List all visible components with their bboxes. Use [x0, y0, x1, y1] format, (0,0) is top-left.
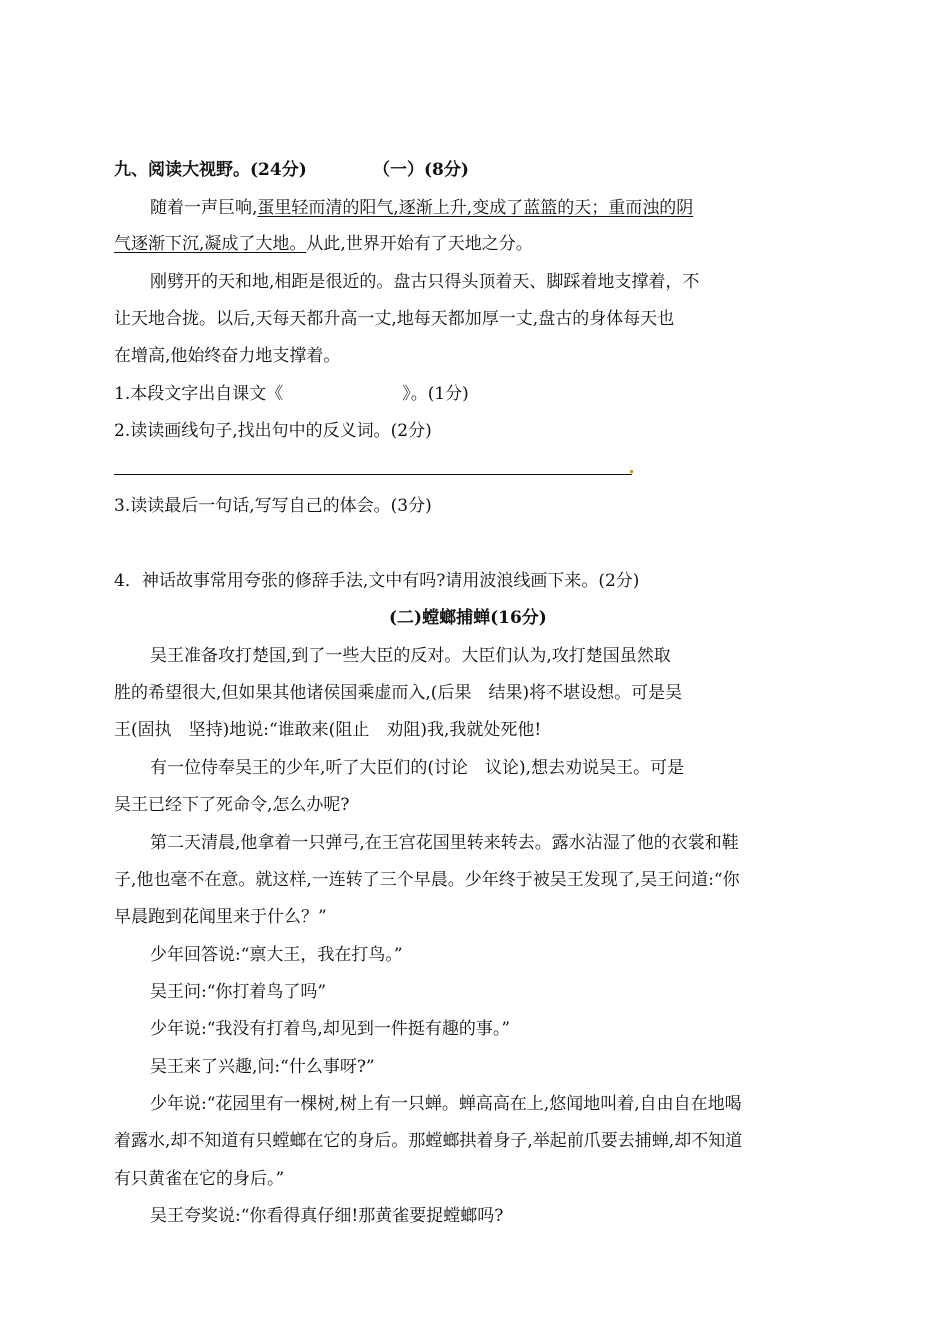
part1-label: （一）(8分) — [373, 160, 469, 180]
underlined-sentence-part1: 蛋里轻而清的阳气,逐渐上升,变成了蓝篮的天；重而浊的阴 — [257, 198, 694, 218]
part2-line: 少年回答说:“禀大王，我在打鸟。” — [150, 945, 403, 965]
part2-line: 早晨跑到花闻里来于什么？” — [114, 907, 327, 927]
part2-line: 吴王夸奖说:“你看得真仔细!那黄雀要捉螳螂吗? — [150, 1206, 504, 1226]
part2-line: 有一位侍奉吴王的少年,听了大臣们的(讨论 议论),想去劝说吴王。可是 — [150, 758, 685, 778]
passage1-p2-line3: 在增高,他始终奋力地支撑着。 — [114, 346, 341, 366]
part2-line: 少年说:“花园里有一棵树,树上有一只蝉。蝉高高在上,悠闻地叫着,自由自在地喝 — [150, 1094, 742, 1114]
question-3: 3.读读最后一句话,写写自己的体会。(3分) — [114, 496, 432, 516]
part2-line: 吴王问:“你打着鸟了吗” — [150, 982, 327, 1002]
question-1: 1.本段文字出自课文《 》。(1分) — [114, 384, 469, 404]
passage1-p1-line2 — [114, 233, 533, 255]
question-4: 4．神话故事常用夸张的修辞手法,文中有吗?请用波浪线画下来。(2分) — [114, 571, 640, 591]
part2-line: 着露水,却不知道有只螳螂在它的身后。那螳螂拱着身子,举起前爪要去捕蝉,却不知道 — [114, 1131, 743, 1151]
underlined-sentence-part2: 气逐渐下沉,凝成了大地。 — [114, 234, 307, 254]
section-title: 九、阅读大视野。(24分) — [114, 160, 307, 180]
passage1-p1-line2-plain: 从此,世界开始有了天地之分。 — [306, 234, 533, 254]
passage1-p2-line1: 刚劈开的天和地,相距是很近的。盘古只得头顶着天、脚踩着地支撑着，不 — [150, 272, 700, 292]
part2-line: 少年说:“我没有打着鸟,却见到一件挺有趣的事。” — [150, 1019, 511, 1039]
question-2: 2.读读画线句子,找出句中的反义词。(2分) — [114, 421, 432, 441]
part2-line: 有只黄雀在它的身后。” — [114, 1169, 285, 1189]
part2-line: 王(固执 坚持)地说:“谁敢来(阻止 劝阻)我,我就处死他! — [114, 720, 542, 740]
passage1-p2-line2: 让天地合拢。以后,天每天都升高一丈,地每天都加厚一丈,盘古的身体每天也 — [114, 309, 675, 329]
passage1-p1-line1 — [150, 197, 693, 219]
decorative-dot — [630, 470, 633, 473]
part2-title: (二)螳螂捕蝉(16分) — [389, 608, 547, 628]
part2-line: 吴王已经下了死命令,怎么办呢? — [114, 795, 350, 815]
part2-line: 胜的希望很大,但如果其他诸侯国乘虚而入,(后果 结果)将不堪设想。可是吴 — [114, 683, 683, 703]
part2-line: 吴王准备攻打楚国,到了一些大臣的反对。大臣们认为,攻打楚国虽然取 — [150, 646, 671, 666]
part2-line: 吴王来了兴趣,问:“什么事呀?” — [150, 1057, 375, 1077]
part2-line: 第二天清晨,他拿着一只弹弓,在王宫花国里转来转去。露水沾湿了他的衣裳和鞋 — [150, 833, 739, 853]
part2-line: 子,他也毫不在意。就这样,一连转了三个早晨。少年终于被吴王发现了,吴王问道:“你 — [114, 870, 740, 890]
passage1-p1-line1-plain: 随着一声巨响, — [150, 198, 258, 218]
answer-line[interactable] — [114, 474, 632, 475]
